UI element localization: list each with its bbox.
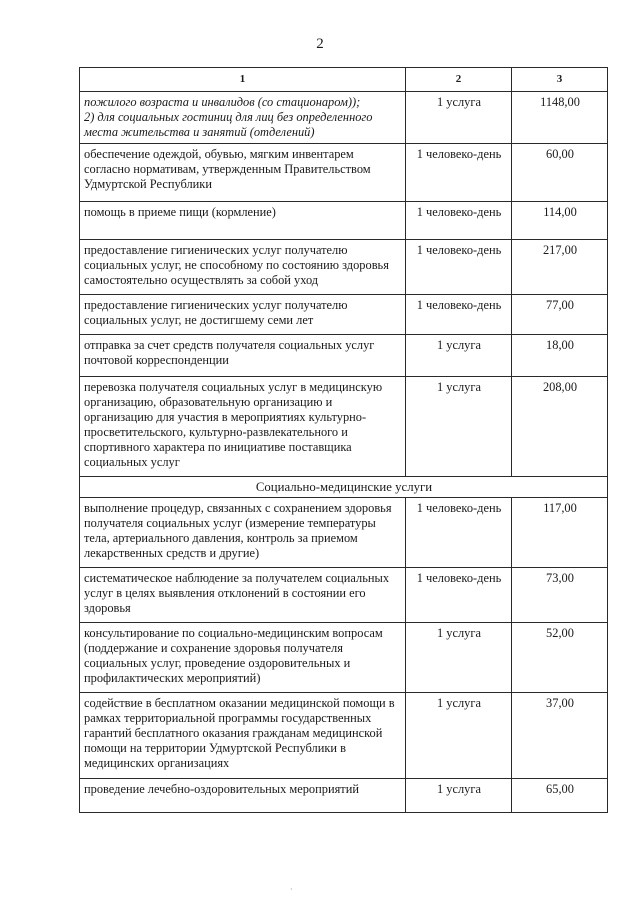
table-row — [80, 240, 608, 295]
service-price-cell: 208,00 — [512, 377, 608, 477]
table-row — [80, 202, 608, 240]
service-name-cell: перевозка получателя социальных услуг в медицинскую организацию, образовательную организацию и организацию для участия в мероприятиях культурно-просветительского, культурно-развлекательного и спортивного характера по инициативе поставщика социальных услуг — [80, 377, 406, 477]
service-unit-cell: 1 услуга — [406, 623, 512, 693]
table-row — [80, 693, 608, 779]
service-unit-cell: 1 человеко-день — [406, 568, 512, 623]
table-row — [80, 295, 608, 335]
service-price-cell: 217,00 — [512, 240, 608, 295]
table-row — [80, 377, 608, 477]
section-title: Социально-медицинские услуги — [80, 477, 608, 498]
services-table — [79, 67, 608, 813]
service-name-cell: пожилого возраста и инвалидов (со стационаром)); 2) для социальных гостиниц для лиц без определенного места жительства и занятий (отделений) — [80, 92, 406, 144]
service-name-cell: обеспечение одеждой, обувью, мягким инвентарем согласно нормативам, утвержденным Правительством Удмуртской Республики — [80, 144, 406, 202]
header-col-3: 3 — [512, 68, 608, 92]
service-name-cell: предоставление гигиенических услуг получателю социальных услуг, не способному по состоянию здоровья самостоятельно осуществлять за собой уход — [80, 240, 406, 295]
service-name-cell: систематическое наблюдение за получателем социальных услуг в целях выявления отклонений в состоянии его здоровья — [80, 568, 406, 623]
service-price-cell: 60,00 — [512, 144, 608, 202]
service-name-cell: помощь в приеме пищи (кормление) — [80, 202, 406, 240]
header-col-2: 2 — [406, 68, 512, 92]
service-unit-cell: 1 услуга — [406, 335, 512, 377]
section-row — [80, 477, 608, 498]
table-row — [80, 144, 608, 202]
table-body-social-medical — [80, 498, 608, 813]
service-price-cell: 114,00 — [512, 202, 608, 240]
table-row — [80, 623, 608, 693]
page-number: 2 — [316, 36, 324, 52]
service-unit-cell: 1 человеко-день — [406, 498, 512, 568]
table-row — [80, 498, 608, 568]
service-unit-cell: 1 человеко-день — [406, 240, 512, 295]
service-name-cell: консультирование по социально-медицинским вопросам (поддержание и сохранение здоровья получателя социальных услуг, проведение оздоровительных и профилактических мероприятий) — [80, 623, 406, 693]
table-row — [80, 779, 608, 813]
service-price-cell: 77,00 — [512, 295, 608, 335]
service-unit-cell: 1 услуга — [406, 779, 512, 813]
service-price-cell: 117,00 — [512, 498, 608, 568]
service-name-cell: предоставление гигиенических услуг получателю социальных услуг, не достигшему семи лет — [80, 295, 406, 335]
table-section — [80, 477, 608, 498]
service-name-cell: отправка за счет средств получателя социальных услуг почтовой корреспонденции — [80, 335, 406, 377]
service-price-cell: 65,00 — [512, 779, 608, 813]
table-row — [80, 335, 608, 377]
service-unit-cell: 1 человеко-день — [406, 295, 512, 335]
scan-speck: · — [290, 885, 293, 894]
service-unit-cell: 1 человеко-день — [406, 144, 512, 202]
service-unit-cell: 1 услуга — [406, 92, 512, 144]
service-unit-cell: 1 человеко-день — [406, 202, 512, 240]
service-unit-cell: 1 услуга — [406, 377, 512, 477]
header-col-1: 1 — [80, 68, 406, 92]
table-row — [80, 568, 608, 623]
service-price-cell: 73,00 — [512, 568, 608, 623]
service-name-cell: проведение лечебно-оздоровительных мероприятий — [80, 779, 406, 813]
service-price-cell: 1148,00 — [512, 92, 608, 144]
service-name-cell: содействие в бесплатном оказании медицинской помощи в рамках территориальной программы государственных гарантий бесплатного оказания гражданам медицинской помощи на территории Удмуртской Республики в медицинских организациях — [80, 693, 406, 779]
service-name-cell: выполнение процедур, связанных с сохранением здоровья получателя социальных услуг (измерение температуры тела, артериального давления, контроль за приемом лекарственных средств и другие) — [80, 498, 406, 568]
table-body-social-household — [80, 92, 608, 477]
service-unit-cell: 1 услуга — [406, 693, 512, 779]
service-price-cell: 37,00 — [512, 693, 608, 779]
table-header-row — [80, 68, 608, 92]
service-price-cell: 52,00 — [512, 623, 608, 693]
service-price-cell: 18,00 — [512, 335, 608, 377]
table-row — [80, 92, 608, 144]
